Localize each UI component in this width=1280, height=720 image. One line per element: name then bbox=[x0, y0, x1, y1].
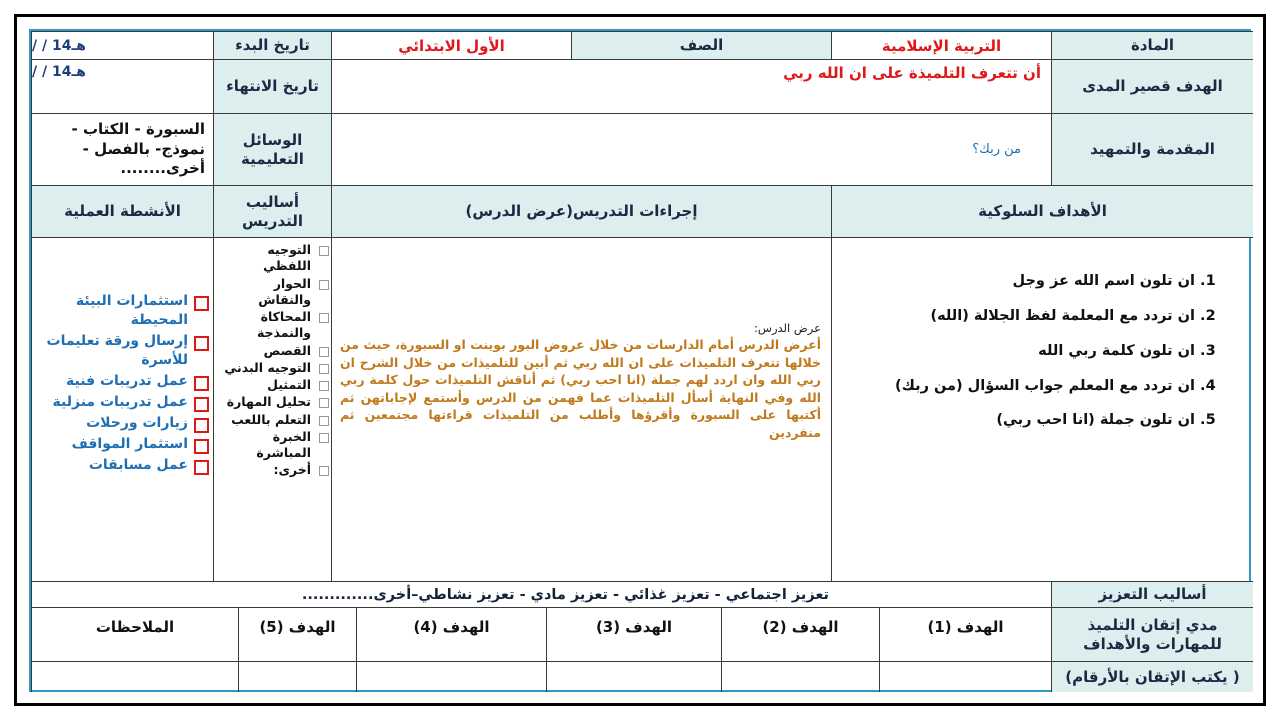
short-goal-value: أن تتعرف التلميذة على ان الله ربي bbox=[331, 59, 1051, 113]
checkbox-icon[interactable] bbox=[194, 439, 209, 454]
activity-label: استثمارات البيئة المحيطة bbox=[75, 293, 188, 328]
start-date-value: / / 14هـ bbox=[31, 31, 213, 59]
checkbox-icon[interactable] bbox=[194, 336, 209, 351]
intro-label: المقدمة والتمهيد bbox=[1051, 113, 1253, 185]
procedure-cell bbox=[331, 237, 831, 581]
checkbox-icon[interactable] bbox=[319, 381, 329, 391]
method-label: تحليل المهارة bbox=[226, 394, 311, 410]
behavioral-goal: 1. ان تلون اسم الله عز وجل bbox=[842, 272, 1195, 291]
method-label: الخبرة المباشرة bbox=[256, 428, 311, 460]
method-item[interactable] bbox=[218, 360, 329, 376]
mastery-goal-4: الهدف (4) bbox=[356, 607, 546, 661]
mastery-label: مدي إتقان التلميذ للمهارات والأهداف bbox=[1051, 607, 1253, 661]
notes-header: الملاحظات bbox=[31, 607, 238, 661]
method-item[interactable] bbox=[218, 377, 329, 393]
methods-header: أساليب التدريس bbox=[213, 185, 331, 237]
checkbox-icon[interactable] bbox=[319, 466, 329, 476]
procedure-label: عرض الدرس: bbox=[754, 321, 821, 335]
activity-label: استثمار المواقف bbox=[71, 435, 188, 452]
short-goal-label: الهدف قصير المدى bbox=[1051, 59, 1253, 113]
checkbox-icon[interactable] bbox=[319, 313, 329, 323]
end-date-label: تاريخ الانتهاء bbox=[213, 59, 331, 113]
behavioral-goal: 4. ان تردد مع المعلم جواب السؤال (من ربك) bbox=[842, 377, 1195, 396]
method-label: التعلم باللعب bbox=[231, 411, 311, 427]
method-item[interactable] bbox=[218, 343, 329, 359]
activities-list bbox=[31, 237, 213, 581]
mastery-goal-5: الهدف (5) bbox=[238, 607, 356, 661]
checkbox-icon[interactable] bbox=[319, 398, 329, 408]
method-label: القصص bbox=[263, 342, 311, 358]
activity-item[interactable] bbox=[38, 456, 209, 475]
activity-item[interactable] bbox=[38, 292, 209, 330]
method-item[interactable] bbox=[218, 462, 329, 478]
method-label: أخرى: bbox=[273, 462, 311, 478]
subject-label: المادة bbox=[1051, 31, 1253, 59]
checkbox-icon[interactable] bbox=[194, 296, 209, 311]
behavioral-goal: 2. ان تردد مع المعلمة لفظ الجلالة (الله) bbox=[842, 307, 1195, 326]
activity-label: عمل تدريبات فنية bbox=[66, 372, 188, 389]
mastery-note: ( يكتب الإتقان بالأرقام) bbox=[1051, 661, 1253, 692]
methods-list bbox=[213, 237, 331, 581]
method-label: التوجيه البدني bbox=[224, 359, 311, 375]
checkbox-icon[interactable] bbox=[319, 364, 329, 374]
activities-header: الأنشطة العملية bbox=[31, 185, 213, 237]
activity-item[interactable] bbox=[38, 435, 209, 454]
behavioral-goals-list bbox=[831, 237, 1253, 581]
activity-item[interactable] bbox=[38, 393, 209, 412]
method-item[interactable] bbox=[218, 394, 329, 410]
means-label: الوسائل التعليمية bbox=[213, 113, 331, 185]
activity-item[interactable] bbox=[38, 414, 209, 433]
end-date-value: / / 14هـ bbox=[31, 59, 213, 113]
grade-label: الصف bbox=[571, 31, 831, 59]
activity-item[interactable] bbox=[38, 332, 209, 370]
means-value: السبورة - الكتاب - نموذج- بالفصل - أخرى........ bbox=[31, 113, 213, 185]
checkbox-icon[interactable] bbox=[194, 460, 209, 475]
activity-label: عمل تدريبات منزلية bbox=[52, 393, 188, 410]
mastery-input-2[interactable] bbox=[721, 661, 879, 692]
lesson-plan-table bbox=[29, 29, 1251, 692]
procedure-text: أعرض الدرس أمام الدارسات من خلال عروض البور بوينت او السبورة، حيث من خلالها تتعرف التلميذات على ان الله ربي ثم أبين للتلميذات من خلال الشرح ان ربي الله وان اردد لهم جملة (انا احب ربي) ثم أناقش التلميذات حول كلمة ربي الله وفي النهاية أسأل التلميذات عما فهمن من الدرس وأستمع لإجاباتهن ثم أكتبها على السبورة وأقرؤها وأطلب من التلميذات قراءتها مجتمعين ثم منفردين bbox=[340, 337, 821, 440]
checkbox-icon[interactable] bbox=[194, 418, 209, 433]
method-label: التوجيه اللفظي bbox=[263, 242, 311, 274]
mastery-goal-3: الهدف (3) bbox=[546, 607, 721, 661]
mastery-goal-1: الهدف (1) bbox=[879, 607, 1051, 661]
behavioral-goals-header: الأهداف السلوكية bbox=[831, 185, 1253, 237]
procedures-header: إجراءات التدريس(عرض الدرس) bbox=[331, 185, 831, 237]
notes-input[interactable] bbox=[31, 661, 238, 692]
mastery-input-4[interactable] bbox=[356, 661, 546, 692]
checkbox-icon[interactable] bbox=[194, 397, 209, 412]
checkbox-icon[interactable] bbox=[319, 416, 329, 426]
activity-label: إرسال ورقة تعليمات للأسرة bbox=[46, 332, 188, 368]
mastery-input-5[interactable] bbox=[238, 661, 356, 692]
mastery-input-3[interactable] bbox=[546, 661, 721, 692]
method-item[interactable] bbox=[218, 429, 329, 462]
mastery-input-1[interactable] bbox=[879, 661, 1051, 692]
checkbox-icon[interactable] bbox=[319, 246, 329, 256]
reinforcement-label: أساليب التعزيز bbox=[1051, 581, 1253, 607]
method-label: التمثيل bbox=[267, 377, 311, 392]
intro-text: من ربك؟ bbox=[972, 142, 1021, 157]
activity-label: زيارات ورحلات bbox=[86, 414, 188, 431]
method-item[interactable] bbox=[218, 412, 329, 428]
behavioral-goal: 3. ان تلون كلمة ربي الله bbox=[842, 342, 1195, 361]
mastery-goal-2: الهدف (2) bbox=[721, 607, 879, 661]
checkbox-icon[interactable] bbox=[319, 347, 329, 357]
method-item[interactable] bbox=[218, 309, 329, 342]
method-label: الحوار والنقاش bbox=[258, 275, 311, 307]
behavioral-goal: 5. ان تلون جملة (انا احب ربي) bbox=[842, 411, 1195, 430]
start-date-label: تاريخ البدء bbox=[213, 31, 331, 59]
grade-value: الأول الابتدائي bbox=[331, 31, 571, 59]
method-item[interactable] bbox=[218, 242, 329, 275]
checkbox-icon[interactable] bbox=[319, 433, 329, 443]
method-item[interactable] bbox=[218, 276, 329, 309]
reinforcement-text: تعزيز اجتماعي - تعزيز غذائي - تعزيز مادي - تعزيز نشاطي–أخرى............. bbox=[301, 586, 829, 603]
subject-value: التربية الإسلامية bbox=[831, 31, 1051, 59]
reinforcement-value bbox=[31, 581, 1051, 607]
activity-label: عمل مسابقات bbox=[88, 456, 188, 473]
activity-item[interactable] bbox=[38, 372, 209, 391]
checkbox-icon[interactable] bbox=[319, 280, 329, 290]
method-label: المحاكاة والنمذجة bbox=[256, 309, 311, 341]
checkbox-icon[interactable] bbox=[194, 376, 209, 391]
intro-value bbox=[331, 113, 1051, 185]
